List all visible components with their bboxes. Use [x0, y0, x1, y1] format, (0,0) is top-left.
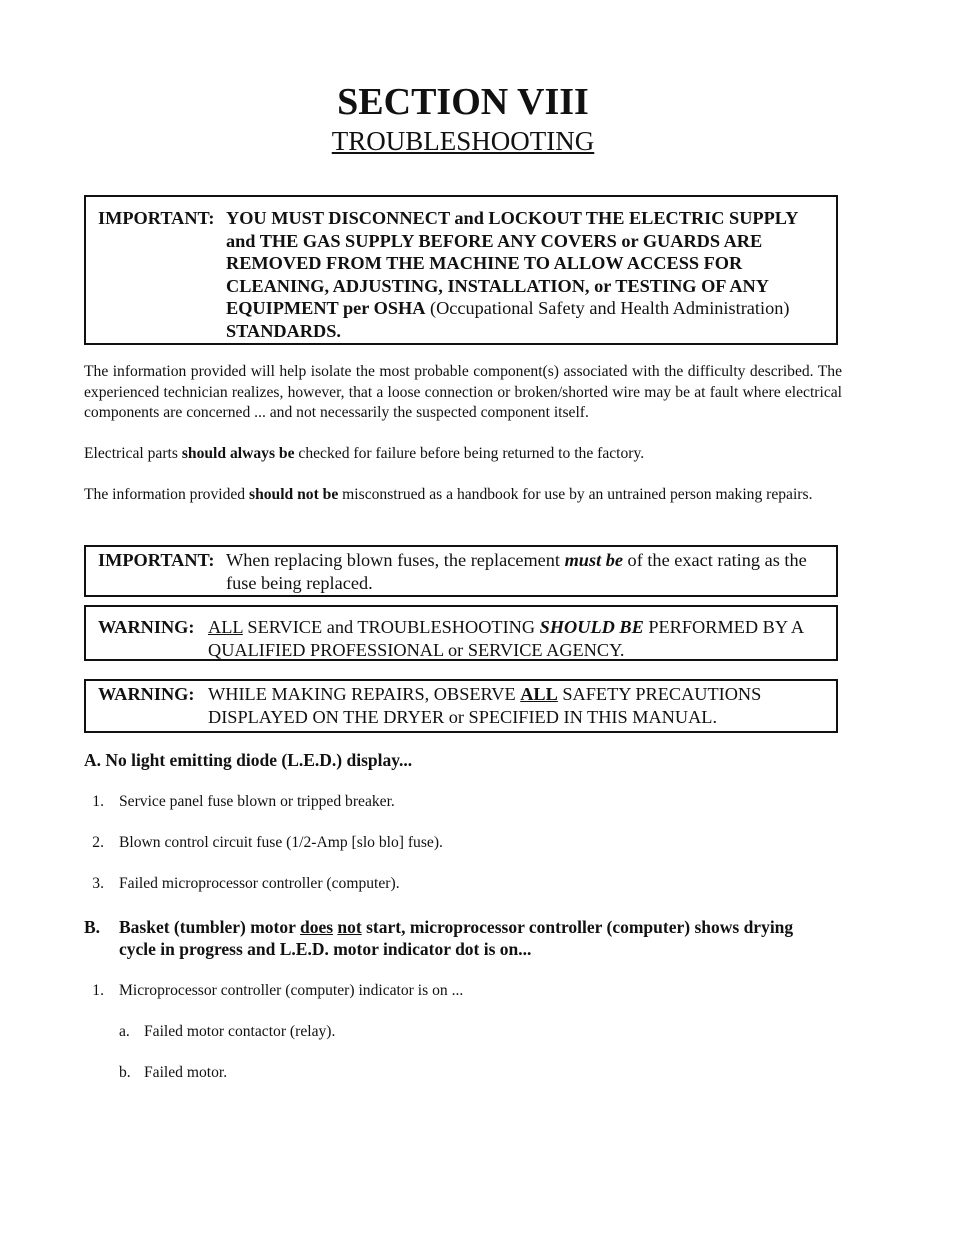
warning-label: WARNING: — [98, 684, 195, 704]
warning-label: WARNING: — [98, 617, 195, 637]
section-b-letter: B. — [84, 917, 101, 937]
notice-line: STANDARDS. — [226, 320, 341, 341]
warning-service-box — [84, 605, 838, 661]
notice-body — [226, 207, 826, 342]
section-b-heading: Basket (tumbler) motor does not start, microprocessor controller (computer) shows drying cycle in progress and L.E.D. motor indicator dot is on... — [119, 917, 794, 959]
notice-line: EQUIPMENT per OSHA — [226, 298, 426, 318]
notice-label: IMPORTANT: — [98, 208, 215, 228]
warning-body: WHILE MAKING REPAIRS, OBSERVE ALL SAFETY PRECAUTIONS DISPLAYED ON THE DRYER or SPECIFIED IN THIS MANUAL. — [208, 684, 762, 727]
notice-body: When replacing blown fuses, the replacement must be of the exact rating as the fuse being replaced. — [226, 550, 807, 593]
paragraph: The information provided will help isolate the most probable component(s) associated with the difficulty described. The experienced technician realizes, however, that a loose connection or broken/shorted wire may be at fault where electrical components are concerned ... and not necessarily the suspected component itself. — [84, 363, 842, 421]
paragraph: Electrical parts should always be checked for failure before being returned to the factory. — [84, 445, 645, 462]
notice-line: CLEANING, ADJUSTING, INSTALLATION, or TESTING OF ANY — [226, 275, 769, 296]
notice-line: and THE GAS SUPPLY BEFORE ANY COVERS or GUARDS ARE — [226, 230, 763, 251]
page-subtitle: TROUBLESHOOTING — [331, 126, 595, 156]
notice-line: REMOVED FROM THE MACHINE TO ALLOW ACCESS FOR — [226, 253, 743, 273]
notice-line: (Occupational Safety and Health Administration) — [425, 298, 790, 318]
document-page: SECTION VIII TROUBLESHOOTING IMPORTANT: YOU MUST DISCONNECT and LOCKOUT THE ELECTRIC SUPPLY and THE GAS SUPPLY BEFORE ANY COVERS or GUARDS ARE REMOVED FROM THE MACHINE TO ALLOW ACCESS FOR CLEANING, ADJUSTING, INSTALLATION, or TESTING OF ANY EQUIPMENT per OSHA (Occupational Safety and Health Administration) STANDARDS. The information provided will help isolate the most probable component(s) associated with the difficulty described. The experienced technician realizes, however, that a loose connection or broken/shorted wire may be at fault where electrical components are concerned ... and not necessarily the suspected component itself. Electrical parts should always be checked for failure before being returned to the factory. The information provided should not be misconstrued as a handbook for use by an untrained person making repairs. IMPORTANT: When replacing blown fuses, the replacement must be of the exact rating as the fuse being replaced. WARNING: ALL SERVICE and TROUBLESHOOTING SHOULD BE PERFORMED BY A QUALIFIED PROFESSIONAL or SERVICE AGENCY. WARNING: WHILE MAKING REPAIRS, OBSERVE ALL SAFETY PRECAUTIONS DISPLAYED ON THE DRYER or SPECIFIED IN THIS MANUAL. A. No light emitting diode (L.E.D.) display... 1. Service panel fuse blown or tripped breaker. 2. Blown control circuit fuse (1/2-Amp [slo blo] fuse). 3. Failed microprocessor controller (computer). B. Basket (tumbler) motor does not start, microprocessor controller (computer) shows drying cycle in progress and L.E.D. motor indicator dot is on... 1. Microprocessor controller (computer) indicator is on ... a. Failed motor contactor (relay). b. Failed motor. — [0, 0, 954, 1235]
warning-safety-box — [84, 679, 838, 733]
section-a-heading: A. No light emitting diode (L.E.D.) display... — [84, 750, 413, 770]
important-notice-box — [84, 195, 838, 345]
warning-body: ALL SERVICE and TROUBLESHOOTING SHOULD BE PERFORMED BY A QUALIFIED PROFESSIONAL or SERVICE AGENCY. — [208, 617, 805, 660]
important-fuse-box — [84, 545, 838, 597]
notice-label: IMPORTANT: — [98, 550, 215, 570]
page-title: SECTION VIII — [337, 81, 589, 123]
paragraph: The information provided should not be misconstrued as a handbook for use by an untrained person making repairs. — [84, 486, 813, 503]
notice-line: YOU MUST DISCONNECT and LOCKOUT THE ELECTRIC SUPPLY — [226, 208, 799, 228]
